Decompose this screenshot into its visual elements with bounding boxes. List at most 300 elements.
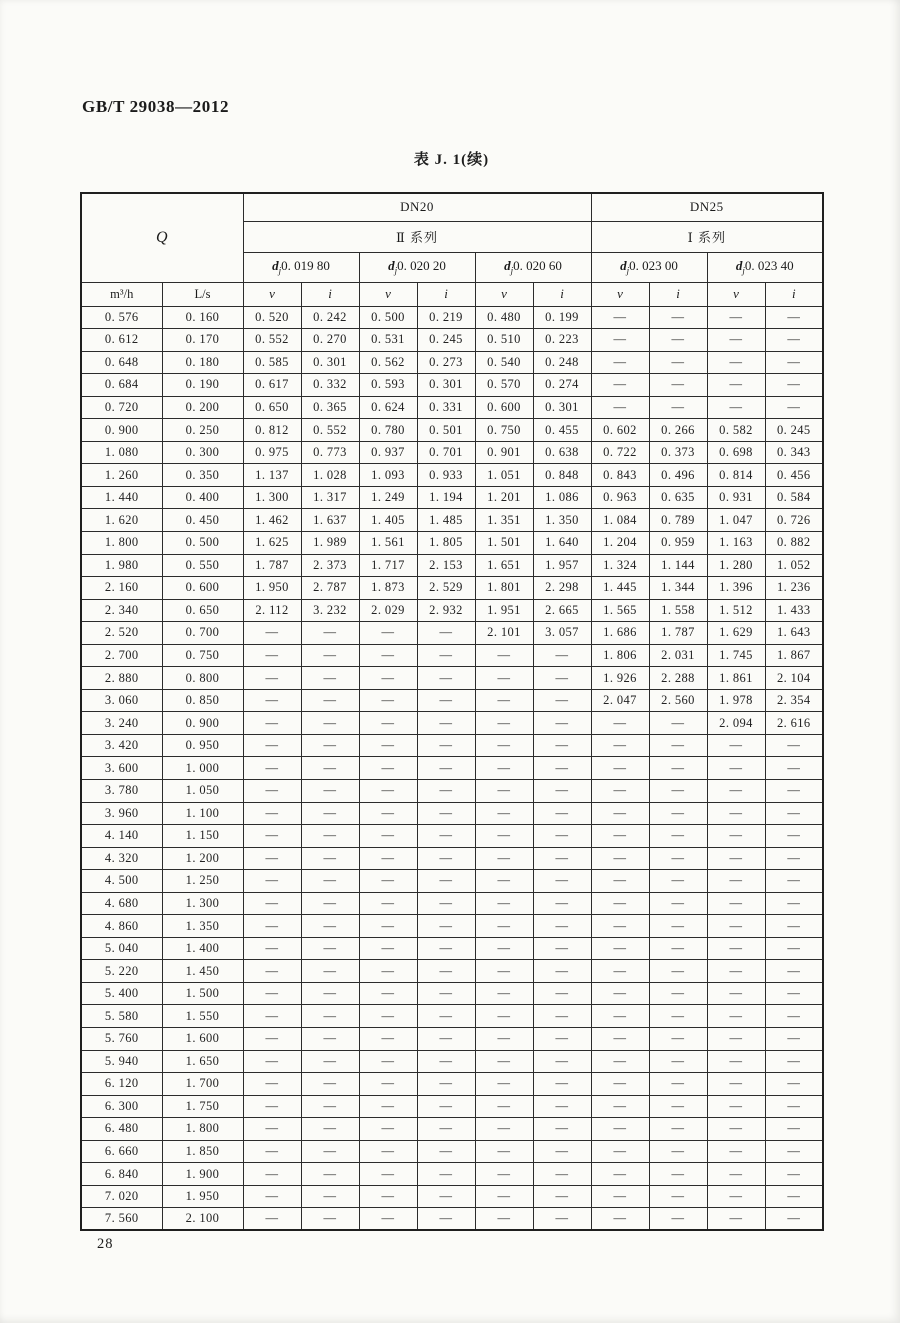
table-cell: 2. 340 bbox=[81, 599, 162, 622]
table-cell: 1. 317 bbox=[301, 486, 359, 509]
table-cell: 0. 301 bbox=[417, 374, 475, 397]
table-cell: 1. 643 bbox=[765, 622, 823, 645]
table-cell: 1. 086 bbox=[533, 486, 591, 509]
table-cell: — bbox=[707, 1095, 765, 1118]
table-cell: — bbox=[649, 306, 707, 329]
table-cell: — bbox=[475, 712, 533, 735]
table-cell: 1. 750 bbox=[162, 1095, 243, 1118]
table-cell: 3. 960 bbox=[81, 802, 162, 825]
table-cell: 1. 405 bbox=[359, 509, 417, 532]
table-cell: 1. 926 bbox=[591, 667, 649, 690]
table-cell: — bbox=[765, 937, 823, 960]
table-cell: — bbox=[591, 847, 649, 870]
table-cell: 0. 200 bbox=[162, 396, 243, 419]
table-cell: — bbox=[765, 1118, 823, 1141]
table-cell: 1. 800 bbox=[81, 531, 162, 554]
table-cell: 2. 529 bbox=[417, 577, 475, 600]
table-cell: — bbox=[301, 960, 359, 983]
table-cell: 1. 500 bbox=[162, 982, 243, 1005]
table-cell: — bbox=[475, 734, 533, 757]
table-cell: 0. 199 bbox=[533, 306, 591, 329]
table-cell: 0. 274 bbox=[533, 374, 591, 397]
table-cell: 3. 232 bbox=[301, 599, 359, 622]
table-cell: — bbox=[707, 306, 765, 329]
table-cell: 1. 951 bbox=[475, 599, 533, 622]
table-cell: 5. 940 bbox=[81, 1050, 162, 1073]
table-cell: 1. 249 bbox=[359, 486, 417, 509]
table-row bbox=[81, 825, 823, 848]
table-cell: — bbox=[649, 892, 707, 915]
table-cell: 0. 617 bbox=[243, 374, 301, 397]
table-cell: 6. 840 bbox=[81, 1163, 162, 1186]
table-cell: — bbox=[765, 960, 823, 983]
table-cell: 0. 570 bbox=[475, 374, 533, 397]
table-cell: 3. 060 bbox=[81, 689, 162, 712]
table-cell: 1. 093 bbox=[359, 464, 417, 487]
table-cell: 0. 585 bbox=[243, 351, 301, 374]
table-cell: — bbox=[301, 712, 359, 735]
series-1-header: Ⅰ 系列 bbox=[591, 221, 823, 252]
table-cell: 5. 220 bbox=[81, 960, 162, 983]
dn20-header: DN20 bbox=[243, 193, 591, 221]
table-cell: — bbox=[359, 1028, 417, 1051]
table-cell: 3. 420 bbox=[81, 734, 162, 757]
table-cell: 2. 354 bbox=[765, 689, 823, 712]
table-cell: 1. 324 bbox=[591, 554, 649, 577]
table-cell: 0. 582 bbox=[707, 419, 765, 442]
table-cell: — bbox=[475, 937, 533, 960]
table-cell: — bbox=[533, 915, 591, 938]
table-row bbox=[81, 441, 823, 464]
table-cell: 1. 080 bbox=[81, 441, 162, 464]
table-cell: — bbox=[765, 802, 823, 825]
table-cell: 0. 937 bbox=[359, 441, 417, 464]
table-cell: 0. 160 bbox=[162, 306, 243, 329]
table-cell: 1. 052 bbox=[765, 554, 823, 577]
v-header: v bbox=[475, 282, 533, 306]
table-cell: — bbox=[533, 1095, 591, 1118]
table-cell: 0. 789 bbox=[649, 509, 707, 532]
table-cell: 0. 273 bbox=[417, 351, 475, 374]
table-cell: — bbox=[417, 1208, 475, 1231]
table-cell: — bbox=[765, 1095, 823, 1118]
table-cell: — bbox=[417, 689, 475, 712]
table-title: 表 J. 1(续) bbox=[413, 152, 490, 168]
table-cell: — bbox=[591, 1163, 649, 1186]
table-cell: — bbox=[475, 1140, 533, 1163]
table-cell: — bbox=[649, 825, 707, 848]
table-cell: 1. 686 bbox=[591, 622, 649, 645]
table-cell: — bbox=[243, 712, 301, 735]
table-cell: 2. 031 bbox=[649, 644, 707, 667]
table-cell: — bbox=[417, 757, 475, 780]
table-cell: — bbox=[243, 1050, 301, 1073]
table-cell: — bbox=[243, 689, 301, 712]
table-cell: 1. 620 bbox=[81, 509, 162, 532]
table-cell: 3. 600 bbox=[81, 757, 162, 780]
table-cell: 2. 932 bbox=[417, 599, 475, 622]
table-cell: 0. 843 bbox=[591, 464, 649, 487]
table-cell: — bbox=[417, 1005, 475, 1028]
table-cell: — bbox=[649, 1073, 707, 1096]
table-cell: — bbox=[417, 779, 475, 802]
table-cell: 1. 462 bbox=[243, 509, 301, 532]
table-row bbox=[81, 960, 823, 983]
table-cell: 0. 959 bbox=[649, 531, 707, 554]
table-cell: — bbox=[533, 667, 591, 690]
table-cell: 1. 344 bbox=[649, 577, 707, 600]
table-cell: 3. 240 bbox=[81, 712, 162, 735]
table-cell: — bbox=[533, 1185, 591, 1208]
table-cell: — bbox=[475, 667, 533, 690]
table-cell: 0. 638 bbox=[533, 441, 591, 464]
table-cell: — bbox=[243, 734, 301, 757]
table-cell: — bbox=[243, 892, 301, 915]
table-cell: 0. 975 bbox=[243, 441, 301, 464]
d-symbol: d bbox=[388, 258, 395, 274]
table-cell: 1. 485 bbox=[417, 509, 475, 532]
table-cell: — bbox=[707, 1118, 765, 1141]
table-cell: 1. 144 bbox=[649, 554, 707, 577]
table-cell: — bbox=[475, 825, 533, 848]
table-cell: 1. 637 bbox=[301, 509, 359, 532]
table-cell: 1. 800 bbox=[162, 1118, 243, 1141]
table-row bbox=[81, 915, 823, 938]
table-cell: — bbox=[533, 982, 591, 1005]
table-cell: — bbox=[591, 1118, 649, 1141]
table-cell: 2. 520 bbox=[81, 622, 162, 645]
table-cell: — bbox=[243, 937, 301, 960]
table-cell: 2. 288 bbox=[649, 667, 707, 690]
table-row bbox=[81, 802, 823, 825]
table-cell: — bbox=[649, 1118, 707, 1141]
table-cell: — bbox=[301, 1095, 359, 1118]
table-cell: 2. 665 bbox=[533, 599, 591, 622]
table-cell: — bbox=[649, 712, 707, 735]
table-cell: — bbox=[475, 1028, 533, 1051]
standard-code: GB/T 29038—2012 bbox=[82, 97, 230, 116]
table-cell: 1. 717 bbox=[359, 554, 417, 577]
table-cell: — bbox=[301, 1185, 359, 1208]
table-cell: 0. 812 bbox=[243, 419, 301, 442]
d-symbol: d bbox=[504, 258, 511, 274]
table-cell: — bbox=[591, 1073, 649, 1096]
table-cell: 2. 104 bbox=[765, 667, 823, 690]
table-cell: — bbox=[649, 1140, 707, 1163]
table-cell: 0. 750 bbox=[475, 419, 533, 442]
table-cell: — bbox=[301, 1028, 359, 1051]
table-cell: — bbox=[591, 802, 649, 825]
table-cell: 1. 850 bbox=[162, 1140, 243, 1163]
table-cell: — bbox=[417, 802, 475, 825]
table-cell: — bbox=[533, 1140, 591, 1163]
d-subscript: j bbox=[394, 265, 398, 276]
table-row bbox=[81, 1073, 823, 1096]
table-cell: — bbox=[765, 825, 823, 848]
table-cell: — bbox=[591, 374, 649, 397]
table-cell: — bbox=[475, 1185, 533, 1208]
table-cell: — bbox=[475, 960, 533, 983]
table-cell: — bbox=[243, 1185, 301, 1208]
table-row bbox=[81, 419, 823, 442]
table-cell: — bbox=[243, 825, 301, 848]
table-cell: — bbox=[475, 1163, 533, 1186]
table-cell: 0. 270 bbox=[301, 329, 359, 352]
table-cell: — bbox=[707, 374, 765, 397]
table-cell: — bbox=[649, 1050, 707, 1073]
table-row bbox=[81, 712, 823, 735]
table-cell: 1. 200 bbox=[162, 847, 243, 870]
table-cell: — bbox=[475, 1005, 533, 1028]
table-cell: — bbox=[417, 734, 475, 757]
table-cell: 5. 400 bbox=[81, 982, 162, 1005]
table-cell: — bbox=[649, 847, 707, 870]
table-cell: — bbox=[649, 329, 707, 352]
table-cell: — bbox=[359, 667, 417, 690]
table-cell: — bbox=[301, 1073, 359, 1096]
table-cell: 1. 806 bbox=[591, 644, 649, 667]
table-cell: — bbox=[301, 1005, 359, 1028]
table-row bbox=[81, 1095, 823, 1118]
table-cell: 0. 624 bbox=[359, 396, 417, 419]
table-cell: 1. 558 bbox=[649, 599, 707, 622]
i-header: i bbox=[533, 282, 591, 306]
table-cell: — bbox=[301, 757, 359, 780]
table-cell: — bbox=[243, 1208, 301, 1231]
table-cell: 0. 612 bbox=[81, 329, 162, 352]
table-cell: — bbox=[301, 1208, 359, 1231]
table-cell: — bbox=[301, 644, 359, 667]
table-cell: — bbox=[301, 622, 359, 645]
table-cell: 1. 201 bbox=[475, 486, 533, 509]
table-cell: 1. 625 bbox=[243, 531, 301, 554]
table-cell: — bbox=[417, 870, 475, 893]
table-cell: 1. 260 bbox=[81, 464, 162, 487]
table-cell: 0. 550 bbox=[162, 554, 243, 577]
table-cell: 0. 500 bbox=[359, 306, 417, 329]
table-cell: — bbox=[475, 915, 533, 938]
table-cell: — bbox=[591, 1005, 649, 1028]
table-cell: — bbox=[591, 1028, 649, 1051]
table-cell: — bbox=[359, 937, 417, 960]
table-cell: — bbox=[533, 937, 591, 960]
table-cell: — bbox=[649, 982, 707, 1005]
table-cell: — bbox=[243, 1005, 301, 1028]
table-cell: 0. 600 bbox=[162, 577, 243, 600]
table-row bbox=[81, 1163, 823, 1186]
table-cell: — bbox=[301, 1163, 359, 1186]
table-cell: — bbox=[301, 847, 359, 870]
table-cell: — bbox=[417, 960, 475, 983]
d-symbol: d bbox=[620, 258, 627, 274]
table-cell: 0. 882 bbox=[765, 531, 823, 554]
table-cell: 1. 433 bbox=[765, 599, 823, 622]
table-cell: 0. 700 bbox=[162, 622, 243, 645]
table-cell: — bbox=[707, 892, 765, 915]
table-cell: — bbox=[707, 825, 765, 848]
table-cell: — bbox=[243, 982, 301, 1005]
table-cell: — bbox=[649, 802, 707, 825]
table-cell: — bbox=[301, 870, 359, 893]
i-header: i bbox=[417, 282, 475, 306]
diameter-value: 0. 023 00 bbox=[629, 258, 678, 274]
table-row bbox=[81, 689, 823, 712]
table-cell: — bbox=[591, 1095, 649, 1118]
table-cell: 1. 561 bbox=[359, 531, 417, 554]
table-cell: — bbox=[417, 915, 475, 938]
table-cell: 4. 140 bbox=[81, 825, 162, 848]
table-cell: 0. 602 bbox=[591, 419, 649, 442]
table-row bbox=[81, 1185, 823, 1208]
table-cell: 4. 320 bbox=[81, 847, 162, 870]
d-symbol: d bbox=[272, 258, 279, 274]
table-cell: 1. 629 bbox=[707, 622, 765, 645]
table-cell: 1. 787 bbox=[649, 622, 707, 645]
table-cell: — bbox=[591, 1140, 649, 1163]
table-cell: 5. 580 bbox=[81, 1005, 162, 1028]
table-cell: — bbox=[417, 644, 475, 667]
table-cell: — bbox=[765, 779, 823, 802]
table-cell: — bbox=[533, 960, 591, 983]
table-cell: 1. 651 bbox=[475, 554, 533, 577]
diameter-header-1 bbox=[243, 252, 359, 282]
table-cell: 0. 650 bbox=[243, 396, 301, 419]
table-cell: — bbox=[591, 982, 649, 1005]
i-header: i bbox=[765, 282, 823, 306]
table-cell: — bbox=[649, 937, 707, 960]
table-cell: — bbox=[533, 1118, 591, 1141]
table-cell: — bbox=[649, 1028, 707, 1051]
table-cell: — bbox=[359, 689, 417, 712]
table-cell: — bbox=[243, 757, 301, 780]
table-cell: 0. 500 bbox=[162, 531, 243, 554]
table-cell: 0. 365 bbox=[301, 396, 359, 419]
table-cell: — bbox=[649, 915, 707, 938]
table-cell: 0. 190 bbox=[162, 374, 243, 397]
table-cell: — bbox=[475, 982, 533, 1005]
q-header: Q bbox=[81, 193, 243, 282]
table-cell: 0. 520 bbox=[243, 306, 301, 329]
d-subscript: j bbox=[278, 265, 282, 276]
table-row bbox=[81, 734, 823, 757]
table-row bbox=[81, 329, 823, 352]
table-cell: 0. 722 bbox=[591, 441, 649, 464]
table-cell: 0. 552 bbox=[301, 419, 359, 442]
table-cell: 0. 726 bbox=[765, 509, 823, 532]
table-cell: 0. 245 bbox=[417, 329, 475, 352]
table-cell: — bbox=[591, 960, 649, 983]
table-cell: — bbox=[707, 779, 765, 802]
table-cell: — bbox=[765, 915, 823, 938]
table-row bbox=[81, 1118, 823, 1141]
table-cell: — bbox=[359, 825, 417, 848]
table-cell: — bbox=[765, 1005, 823, 1028]
table-cell: 6. 480 bbox=[81, 1118, 162, 1141]
table-cell: — bbox=[417, 1140, 475, 1163]
table-cell: 0. 635 bbox=[649, 486, 707, 509]
table-cell: 2. 880 bbox=[81, 667, 162, 690]
table-cell: 0. 584 bbox=[765, 486, 823, 509]
table-cell: — bbox=[707, 960, 765, 983]
table-cell: — bbox=[301, 937, 359, 960]
table-cell: 0. 531 bbox=[359, 329, 417, 352]
table-cell: — bbox=[707, 1208, 765, 1231]
table-cell: — bbox=[359, 892, 417, 915]
table-row bbox=[81, 374, 823, 397]
table-cell: 1. 980 bbox=[81, 554, 162, 577]
table-cell: — bbox=[359, 644, 417, 667]
table-cell: 1. 084 bbox=[591, 509, 649, 532]
table-cell: — bbox=[591, 870, 649, 893]
table-cell: — bbox=[417, 1028, 475, 1051]
table-cell: — bbox=[591, 825, 649, 848]
table-cell: — bbox=[591, 892, 649, 915]
table-cell: 0. 266 bbox=[649, 419, 707, 442]
table-cell: — bbox=[649, 960, 707, 983]
table-cell: — bbox=[301, 689, 359, 712]
table-cell: — bbox=[243, 1073, 301, 1096]
table-cell: 0. 343 bbox=[765, 441, 823, 464]
table-cell: — bbox=[417, 847, 475, 870]
table-cell: 0. 850 bbox=[162, 689, 243, 712]
table-cell: — bbox=[417, 1073, 475, 1096]
table-cell: — bbox=[707, 870, 765, 893]
table-cell: 0. 750 bbox=[162, 644, 243, 667]
table-cell: 2. 153 bbox=[417, 554, 475, 577]
table-cell: — bbox=[591, 396, 649, 419]
table-cell: 0. 300 bbox=[162, 441, 243, 464]
table-cell: — bbox=[707, 1185, 765, 1208]
table-cell: — bbox=[707, 802, 765, 825]
table-cell: 0. 593 bbox=[359, 374, 417, 397]
table-cell: — bbox=[301, 1050, 359, 1073]
unit-m3h-header: m³/h bbox=[81, 282, 162, 306]
table-cell: 1. 501 bbox=[475, 531, 533, 554]
series-2-header: Ⅱ 系列 bbox=[243, 221, 591, 252]
table-cell: 7. 020 bbox=[81, 1185, 162, 1208]
table-cell: — bbox=[301, 825, 359, 848]
table-cell: — bbox=[359, 802, 417, 825]
table-cell: 1. 150 bbox=[162, 825, 243, 848]
table-cell: 0. 933 bbox=[417, 464, 475, 487]
table-cell: 1. 861 bbox=[707, 667, 765, 690]
table-cell: 1. 300 bbox=[243, 486, 301, 509]
table-cell: — bbox=[765, 847, 823, 870]
table-cell: 0. 332 bbox=[301, 374, 359, 397]
diameter-header-2 bbox=[359, 252, 475, 282]
table-cell: — bbox=[417, 667, 475, 690]
table-cell: — bbox=[243, 644, 301, 667]
page-number: 28 bbox=[97, 1236, 114, 1252]
table-cell: — bbox=[533, 1163, 591, 1186]
table-cell: — bbox=[475, 779, 533, 802]
table-cell: — bbox=[417, 622, 475, 645]
table-cell: — bbox=[475, 870, 533, 893]
table-cell: 0. 480 bbox=[475, 306, 533, 329]
table-cell: 1. 351 bbox=[475, 509, 533, 532]
table-cell: — bbox=[243, 960, 301, 983]
table-cell: — bbox=[649, 757, 707, 780]
table-cell: 1. 051 bbox=[475, 464, 533, 487]
table-row bbox=[81, 757, 823, 780]
table-cell: 6. 660 bbox=[81, 1140, 162, 1163]
table-cell: — bbox=[359, 1140, 417, 1163]
diameter-value: 0. 023 40 bbox=[744, 258, 794, 274]
table-cell: 0. 496 bbox=[649, 464, 707, 487]
table-cell: 1. 900 bbox=[162, 1163, 243, 1186]
table-cell: 1. 957 bbox=[533, 554, 591, 577]
unit-ls-header: L/s bbox=[162, 282, 243, 306]
